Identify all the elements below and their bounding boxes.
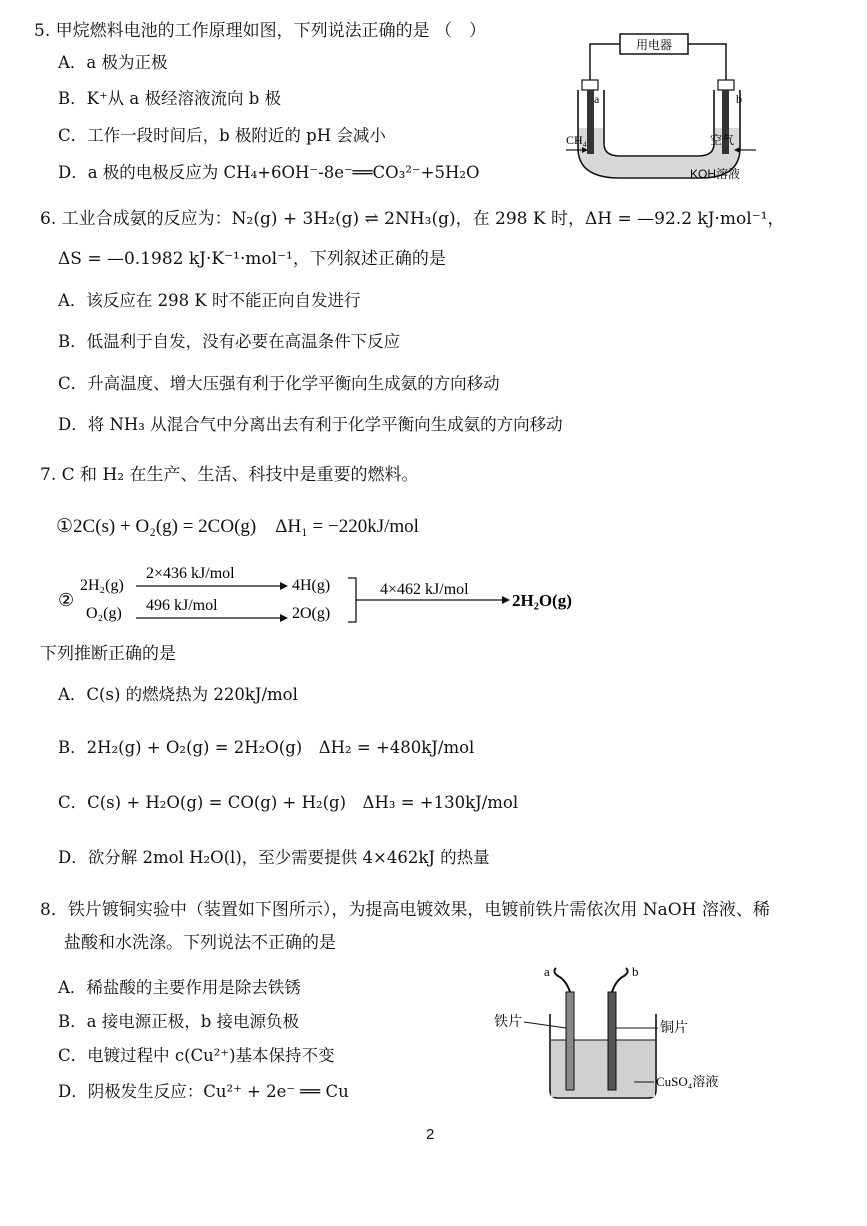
q7-energy-diagram xyxy=(54,560,614,630)
q6-stem-2: ΔS = —0.1982 kJ·K⁻¹·mol⁻¹，下列叙述正确的是 xyxy=(58,249,446,269)
eq2-product: 2H₂O(g) xyxy=(512,591,572,610)
label-air: 空气 xyxy=(710,133,735,147)
q6-option-d: D．将 NH₃ 从混合气中分离出去有利于化学平衡向生成氨的方向移动 xyxy=(58,415,563,434)
q7-option-b: B．2H₂(g) + O₂(g) = 2H₂O(g) ΔH₂ = +480kJ/mol xyxy=(58,738,475,757)
label-b: b xyxy=(736,92,742,106)
q6-option-b: B．低温利于自发，没有必要在高温条件下反应 xyxy=(58,332,401,351)
fuel-cell-figure xyxy=(560,28,760,188)
q7-equation-1: ①2C(s) + O₂(g) = 2CO(g) ΔH₁ = −220kJ/mol xyxy=(56,516,419,537)
copper-plate xyxy=(608,992,616,1090)
page-number: 2 xyxy=(426,1126,435,1143)
q7-stem: 7. C 和 H₂ 在生产、生活、科技中是重要的燃料。 xyxy=(40,465,419,485)
label-ch4: CH₄ xyxy=(566,133,587,147)
electroplating-figure xyxy=(494,962,754,1112)
label-iron: 铁片 xyxy=(494,1013,522,1029)
eq2-energy-1: 2×436 kJ/mol xyxy=(146,565,235,582)
fig-label-a: a xyxy=(544,964,550,979)
iron-plate xyxy=(566,992,574,1090)
q5-option-d: D．a 极的电极反应为 CH₄+6OH⁻-8e⁻══CO₃²⁻+5H₂O xyxy=(58,163,480,182)
device-label: 用电器 xyxy=(635,38,673,52)
q8-option-b: B．a 接电源正极，b 接电源负极 xyxy=(58,1012,300,1031)
label-koh: KOH溶液 xyxy=(690,167,741,181)
q8-stem: 8．铁片镀铜实验中（装置如下图所示），为提高电镀效果，电镀前铁片需依次用 NaOH 溶液、稀 xyxy=(40,900,770,920)
label-a: a xyxy=(594,92,600,106)
q7-prompt: 下列推断正确的是 xyxy=(40,644,176,664)
q8-option-a: A．稀盐酸的主要作用是除去铁锈 xyxy=(58,978,301,997)
q8-option-d: D．阴极发生反应：Cu²⁺ + 2e⁻ ══ Cu xyxy=(58,1082,349,1101)
q6-stem: 6. 工业合成氨的反应为：N₂(g) + 3H₂(g) ⇌ 2NH₃(g)，在 298 K 时，ΔH = —92.2 kJ·mol⁻¹， xyxy=(40,209,785,229)
q7-option-d: D．欲分解 2mol H₂O(l)，至少需要提供 4×462kJ 的热量 xyxy=(58,848,490,867)
q7-option-a: A．C(s) 的燃烧热为 220kJ/mol xyxy=(58,685,298,704)
q8-stem-2: 盐酸和水洗涤。下列说法不正确的是 xyxy=(64,933,336,953)
eq2-o2: O₂(g) xyxy=(86,605,122,622)
q5-option-c: C．工作一段时间后，b 极附近的 pH 会减小 xyxy=(58,126,386,145)
q6-option-a: A．该反应在 298 K 时不能正向自发进行 xyxy=(58,291,361,310)
eq2-h2: 2H₂(g) xyxy=(80,577,124,594)
q5-option-b: B．K⁺从 a 极经溶液流向 b 极 xyxy=(58,89,282,108)
eq2-number: ② xyxy=(58,590,75,610)
q5-stem: 5. 甲烷燃料电池的工作原理如图，下列说法正确的是 （ ） xyxy=(34,21,487,41)
q6-option-c: C．升高温度、增大压强有利于化学平衡向生成氨的方向移动 xyxy=(58,374,500,393)
eq2-energy-3: 4×462 kJ/mol xyxy=(380,581,469,598)
electrode-a xyxy=(587,90,594,154)
q7-option-c: C．C(s) + H₂O(g) = CO(g) + H₂(g) ΔH₃ = +130kJ/mol xyxy=(58,793,519,812)
label-copper: 铜片 xyxy=(660,1019,688,1035)
q8-option-c: C．电镀过程中 c(Cu²⁺)基本保持不变 xyxy=(58,1046,335,1065)
eq2-energy-2: 496 kJ/mol xyxy=(146,597,218,614)
eq2-2o: 2O(g) xyxy=(292,605,331,622)
q5-option-a: A．a 极为正极 xyxy=(58,53,168,72)
eq2-4h: 4H(g) xyxy=(292,577,331,594)
label-cuso4: CuSO₄溶液 xyxy=(656,1074,719,1089)
fig-label-b: b xyxy=(632,964,639,979)
